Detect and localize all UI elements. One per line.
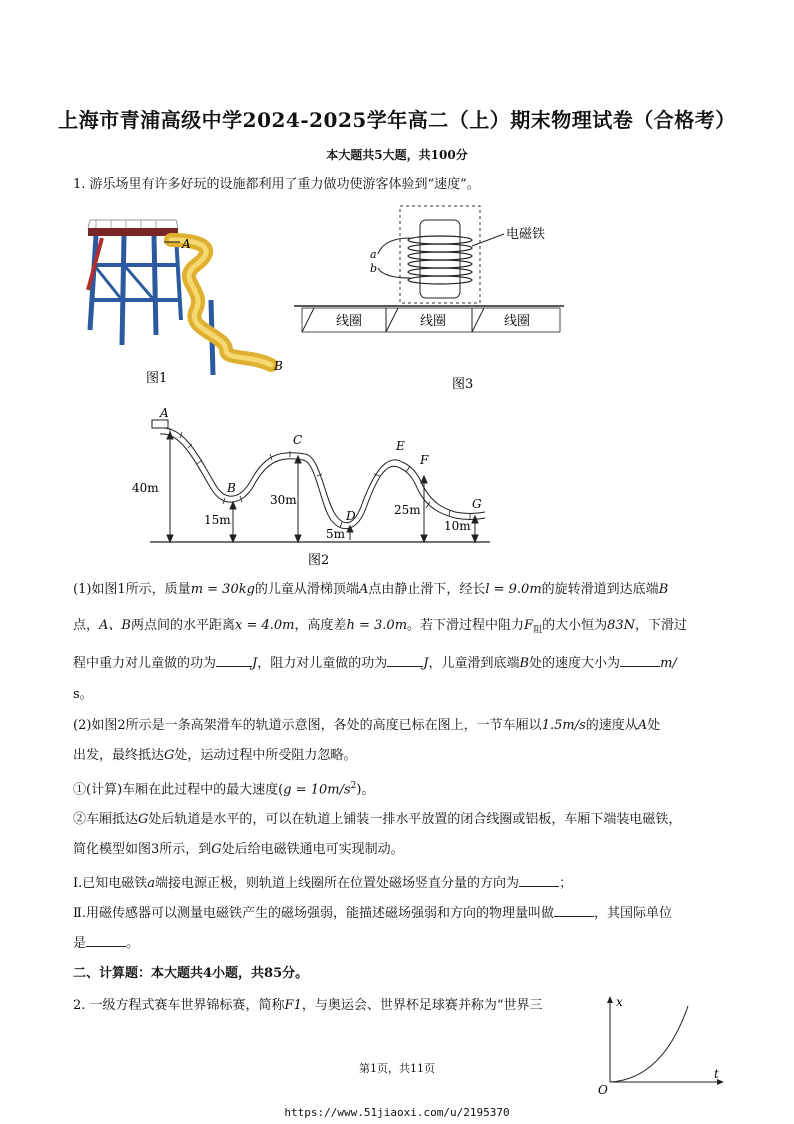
part1-line4: s。 [73, 687, 93, 702]
part1-line2: 点，A、B两点间的水平距离x = 4.0m，高度差h = 3.0m。若下滑过程中阻力$F_阻$的大小恒为83N，下滑过 [73, 618, 688, 636]
electromagnet-label: 电磁铁 [506, 227, 546, 242]
question-1-intro: 1. 游乐场里有许多好玩的设施都利用了重力做功使游客体验到“速度”。 [73, 177, 480, 192]
figure-3-electromagnet [292, 198, 582, 398]
part2-sub1: ①(计算)车厢在此过程中的最大速度$(g = 10m/s^2)$。 [73, 781, 375, 798]
point-g: G [472, 497, 482, 511]
point-d: D [346, 509, 356, 523]
height-label-d: 5m [326, 527, 346, 541]
slide-platform [88, 228, 178, 236]
point-b: B [227, 481, 236, 495]
answer-blank-si-unit[interactable] [86, 932, 126, 947]
part2-ii-line2: 是 。 [73, 932, 723, 954]
graph-t-label: t [714, 1067, 719, 1081]
graph-origin-label: O [598, 1083, 608, 1097]
wire-b-label: b [370, 262, 378, 275]
coil-label-3: 线圈 [504, 314, 531, 329]
answer-blank-resistance-work[interactable] [387, 652, 423, 667]
section-2-heading: 二、计算题：本大题共4小题，共85分。 [73, 966, 309, 981]
fig1-caption: 图1 [146, 371, 168, 386]
yellow-slide-tube [171, 240, 271, 365]
source-url[interactable]: https://www.51jiaoxi.com/u/2195370 [284, 1106, 510, 1119]
exam-subtitle: 本大题共5大题，共100分 [326, 148, 468, 162]
part2-ii-line1: Ⅱ.用磁传感器可以测量电磁铁产生的磁场强弱，能描述磁场强弱和方向的物理量叫做 ，其国际单位 [73, 902, 723, 924]
fig2-caption: 图2 [308, 553, 330, 568]
height-label-g: 10m [444, 519, 471, 533]
wire-a-label: a [370, 248, 377, 261]
height-label-c: 30m [270, 493, 297, 507]
part2-line1: (2)如图2所示是一条高架滑车的轨道示意图，各处的高度已标在图上，一节车厢以1.5m/s的速度从A处 [73, 718, 661, 733]
part2-sub2-line1: ②车厢抵达G处后轨道是水平的，可以在轨道上铺装一排水平放置的闭合线圈或铝板，车厢下端装电磁铁， [73, 812, 682, 827]
part2-i: Ⅰ.已知电磁铁a端接电源正极，则轨道上线圈所在位置处磁场竖直分量的方向为 ； [73, 872, 723, 894]
xt-graph [592, 992, 732, 1098]
answer-blank-quantity[interactable] [554, 902, 594, 917]
page-title: 上海市青浦高级中学2024-2025学年高二（上）期末物理试卷（合格考） [58, 108, 736, 132]
answer-blank-gravity-work[interactable] [216, 652, 252, 667]
track-outer [160, 428, 485, 523]
coil-label-2: 线圈 [420, 314, 447, 329]
question-2-text: 2. 一级方程式赛车世界锦标赛，简称F1，与奥运会、世界杯足球赛并称为“世界三 [73, 998, 543, 1013]
cart [152, 420, 168, 428]
part2-line2: 出发，最终抵达G处，运动过程中所受阻力忽略。 [73, 748, 357, 763]
fig1-label-b: B [274, 359, 283, 373]
point-a: A [160, 406, 169, 420]
part1-line1: (1)如图1所示，质量m = 30kg的儿童从滑梯顶端A点由静止滑下，经长l = 9.0m的旋转滑道到达底端B [73, 582, 669, 597]
graph-x-label: x [616, 995, 623, 1009]
magnet-core [420, 220, 460, 298]
fig1-label-a: A [182, 237, 191, 251]
figure-1-slide [76, 210, 296, 390]
point-f: F [420, 453, 429, 467]
answer-blank-speed[interactable] [620, 652, 660, 667]
point-e: E [396, 439, 405, 453]
height-label-a: 40m [132, 481, 159, 495]
part1-line3: 程中重力对儿童做的功为 J，阻力对儿童做的功为 J，儿童滑到底端B处的速度大小为 m/ [73, 652, 723, 674]
part2-sub2-line2: 简化模型如图3所示，到G处后给电磁铁通电可实现制动。 [73, 842, 404, 857]
page-number: 第1页，共11页 [359, 1062, 435, 1075]
point-c: C [293, 433, 303, 447]
coil-label-1: 线圈 [336, 314, 363, 329]
figure-2-track [130, 404, 500, 570]
height-label-b: 15m [204, 513, 231, 527]
fig3-caption: 图3 [452, 377, 474, 392]
answer-blank-field-direction[interactable] [519, 872, 559, 887]
height-label-f: 25m [394, 503, 421, 517]
